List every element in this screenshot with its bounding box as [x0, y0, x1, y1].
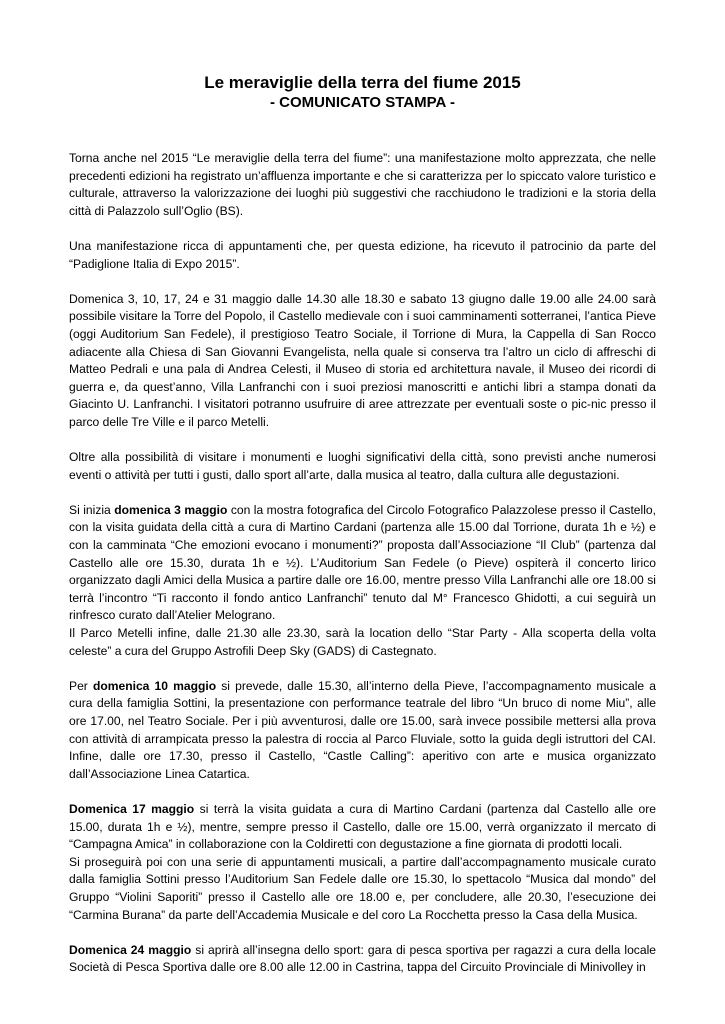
paragraph-may-10 [69, 678, 656, 784]
paragraph-may-3-text: con la mostra fotografica del Circolo Fotografico Palazzolese presso il Castello, con la visita guidata della città a cura di Martino Cardani (partenza alle 15.00 dal Torrione, durata 1h e ½) e con la camminata “Che emozioni evocano i monumenti?” proposta dall’Associazione “Il Club” (partenza dal Castello alle ore 15.30, durata 1h e ½). L’Auditorium San Fedele (o Pieve) ospiterà il concerto lirico organizzato dagli Amici della Musica a partire dalle ore 16.00, mentre presso Villa Lanfranchi alle ore 18.00 si terrà l’incontro “Ti racconto il fondo antico Lanfranchi” tenuto dal M° Francesco Ghidotti, a cui seguirà un rinfresco curato dall’Atelier Melograno. [69, 502, 656, 623]
paragraph-patronage: Una manifestazione ricca di appuntamenti che, per questa edizione, ha ricevuto il patrocinio da parte del “Padiglione Italia di Expo 2015”. [69, 238, 656, 271]
paragraph-may-17-text: si terrà la visita guidata a cura di Martino Cardani (partenza dal Castello alle ore 15.00, durata 1h e ½), mentre, sempre presso il Castello, dalle ore 15.00, verrà organizzato il mercato di “Campagna Amica” in collaborazione con la Coldiretti con degustazione a fine giornata di prodotti locali. [69, 801, 656, 852]
paragraph-events: Oltre alla possibilità di visitare i monumenti e luoghi significativi della città, sono previsti anche numerosi eventi o attività per tutti i gusti, dallo sport all’arte, dalla musica al teatro, dalla cultura alle degustazioni. [69, 450, 656, 482]
paragraph-may-3 [69, 502, 656, 625]
paragraph-may-10-lead: Per [69, 678, 93, 693]
paragraph-may-17 [69, 801, 656, 854]
date-may-3: domenica 3 maggio [114, 502, 228, 517]
paragraph-star-party: Il Parco Metelli infine, dalle 21.30 alle 23.30, sarà la location dello “Star Party - Alla scoperta della volta celeste” a cura del Gruppo Astrofili Deep Sky (GADS) di Castegnato. [69, 626, 656, 658]
document-body [69, 150, 656, 995]
paragraph-music: Si proseguirà poi con una serie di appuntamenti musicali, a partire dall’accompagnamento musicale curato dalla famiglia Sottini presso l’Auditorium San Fedele dalle ore 15.30, lo spettacolo “Musica dal mondo” del Gruppo “Violini Saporiti” presso il Castello alle ore 18.00 e, per concludere, alle 20.30, l’esecuzione dei “Carmina Burana” da parte dell’Accademia Musicale e del coro La Rocchetta presso la Casa della Musica. [69, 854, 656, 922]
paragraph-may-24 [69, 942, 656, 977]
paragraph-may-3-lead: Si inizia [69, 502, 115, 517]
document-subtitle: - COMUNICATO STAMPA - [270, 94, 455, 111]
date-may-24: Domenica 24 maggio [69, 942, 192, 957]
paragraph-may-10-text: si prevede, dalle 15.30, all’interno della Pieve, l’accompagnamento musicale a cura della famiglia Sottini, la presentazione con performance teatrale del libro “Un bruco di nome Miu”, alle ore 17.00, nel Teatro Sociale. Per i più avventurosi, dalle ore 15.00, sarà invece possibile mettersi alla prova con attività di arrampicata presso la palestra di roccia al Parco Fluviale, sotto la guida degli istruttori del CAI. Infine, dalle ore 17.30, presso il Castello, “Castle Calling”: aperitivo con arte e musica organizzato dall’Associazione Linea Catartica. [69, 678, 656, 781]
date-may-10: domenica 10 maggio [92, 678, 217, 693]
paragraph-intro: Torna anche nel 2015 “Le meraviglie della terra del fiume”: una manifestazione molto apprezzata, che nelle precedenti edizioni ha registrato un’affluenza importante e che si caratterizza per lo spiccato valore turistico e culturale, attraverso la valorizzazione dei luoghi più suggestivi che racchiudono le tradizioni e la storia della città di Palazzolo sull’Oglio (BS). [69, 151, 656, 218]
date-may-17: Domenica 17 maggio [69, 801, 195, 816]
paragraph-visits: Domenica 3, 10, 17, 24 e 31 maggio dalle 14.30 alle 18.30 e sabato 13 giugno dalle 19.00 alle 24.00 sarà possibile visitare la Torre del Popolo, il Castello medievale con i suoi camminamenti sotterranei, l’antica Pieve (oggi Auditorium San Fedele), il prestigioso Teatro Sociale, il Torrione di Mura, la Cappella di San Rocco adiacente alla Chiesa di San Giovanni Evangelista, nella quale si conserva tra l’altro un ciclo di affreschi di Matteo Pedrali e una pala di Andrea Celesti, il Museo di storia ed architettura navale, il Museo dei ricordi di guerra e, da quest’anno, Villa Lanfranchi con i suoi preziosi manoscritti e antichi libri a stampa donati da Giacinto U. Lanfranchi. I visitatori potranno usufruire di aree attrezzate per eventuali soste o pic-nic presso il parco delle Tre Ville e il parco Metelli. [69, 291, 656, 429]
paragraph-may-24-text: si aprirà all’insegna dello sport: gara di pesca sportiva per ragazzi a cura della locale Società di Pesca Sportiva dalle ore 8.00 alle 12.00 in Castrina, tappa del Circuito Provinciale di Minivolley in [69, 942, 656, 975]
document-title: Le meraviglie della terra del fiume 2015 [204, 73, 521, 92]
